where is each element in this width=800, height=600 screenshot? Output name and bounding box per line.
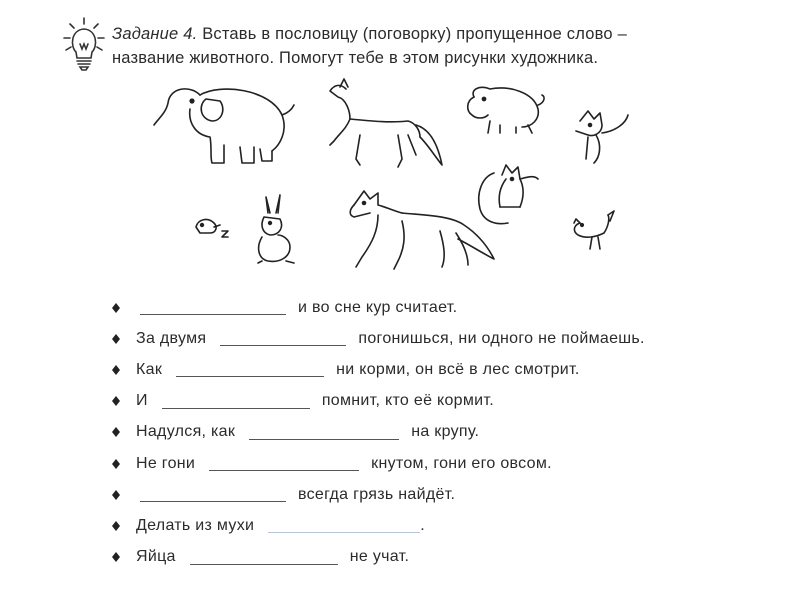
wolf-icon bbox=[350, 191, 494, 269]
proverb-text-after: помнит, кто её кормит. bbox=[321, 392, 495, 410]
proverb-text-before: Делать из мухи bbox=[136, 516, 255, 534]
hare-icon bbox=[258, 195, 294, 263]
proverb-line-7 bbox=[112, 479, 772, 510]
proverb-text-after: ни корми, он всё в лес смотрит. bbox=[336, 360, 580, 378]
answer-blank[interactable] bbox=[220, 331, 346, 346]
dog-icon bbox=[576, 111, 628, 163]
pig-icon bbox=[468, 87, 544, 133]
lightbulb-icon bbox=[62, 16, 106, 72]
diamond-bullet-icon bbox=[112, 552, 136, 562]
answer-blank[interactable] bbox=[249, 425, 399, 440]
answer-blank[interactable] bbox=[140, 487, 286, 502]
answer-blank[interactable] bbox=[140, 300, 286, 315]
diamond-bullet-icon bbox=[112, 427, 136, 437]
proverb-text-after: кнутом, гони его овсом. bbox=[371, 454, 552, 472]
proverb-text-before: За двумя bbox=[136, 329, 207, 347]
proverb-text-after: на крупу. bbox=[411, 423, 480, 441]
diamond-bullet-icon bbox=[112, 459, 136, 469]
fox-icon bbox=[479, 165, 538, 224]
task-instructions bbox=[112, 22, 627, 70]
animal-illustrations bbox=[150, 75, 630, 285]
diamond-bullet-icon bbox=[112, 303, 136, 313]
proverb-text-before: И bbox=[136, 392, 148, 410]
diamond-bullet-icon bbox=[112, 521, 136, 531]
proverb-text-before: Не гони bbox=[136, 454, 196, 472]
diamond-bullet-icon bbox=[112, 396, 136, 406]
proverb-line-2 bbox=[112, 323, 772, 354]
proverb-line-1 bbox=[112, 292, 772, 323]
task-line-1: Вставь в пословицу (поговорку) пропущенное слово – bbox=[202, 25, 627, 43]
proverb-text-after: всегда грязь найдёт. bbox=[298, 485, 456, 503]
proverb-text-after: . bbox=[420, 516, 425, 534]
proverb-text-before: Как bbox=[136, 360, 163, 378]
proverb-line-3 bbox=[112, 354, 772, 385]
task-line-2: название животного. Помогут тебе в этом рисунки художника. bbox=[112, 49, 599, 67]
elephant-icon bbox=[154, 89, 294, 163]
proverb-line-4 bbox=[112, 386, 772, 417]
answer-blank[interactable] bbox=[268, 518, 420, 533]
proverb-text-after: не учат. bbox=[349, 548, 410, 566]
answer-blank[interactable] bbox=[162, 394, 310, 409]
mouse-icon bbox=[196, 220, 228, 237]
diamond-bullet-icon bbox=[112, 490, 136, 500]
horse-icon bbox=[330, 79, 442, 167]
proverb-text-before: Яйца bbox=[136, 548, 176, 566]
proverb-line-9 bbox=[112, 542, 772, 573]
proverb-text-after: погонишься, ни одного не поймаешь. bbox=[358, 329, 645, 347]
proverb-text-after: и во сне кур считает. bbox=[298, 298, 458, 316]
proverb-line-8 bbox=[112, 510, 772, 541]
proverb-line-5 bbox=[112, 417, 772, 448]
answer-blank[interactable] bbox=[190, 550, 338, 565]
proverb-list bbox=[112, 292, 772, 573]
diamond-bullet-icon bbox=[112, 334, 136, 344]
answer-blank[interactable] bbox=[209, 456, 359, 471]
proverb-line-6 bbox=[112, 448, 772, 479]
task-label: Задание 4. bbox=[112, 25, 198, 43]
proverb-text-before: Надулся, как bbox=[136, 423, 236, 441]
hen-icon bbox=[574, 211, 614, 249]
answer-blank[interactable] bbox=[176, 362, 324, 377]
diamond-bullet-icon bbox=[112, 365, 136, 375]
